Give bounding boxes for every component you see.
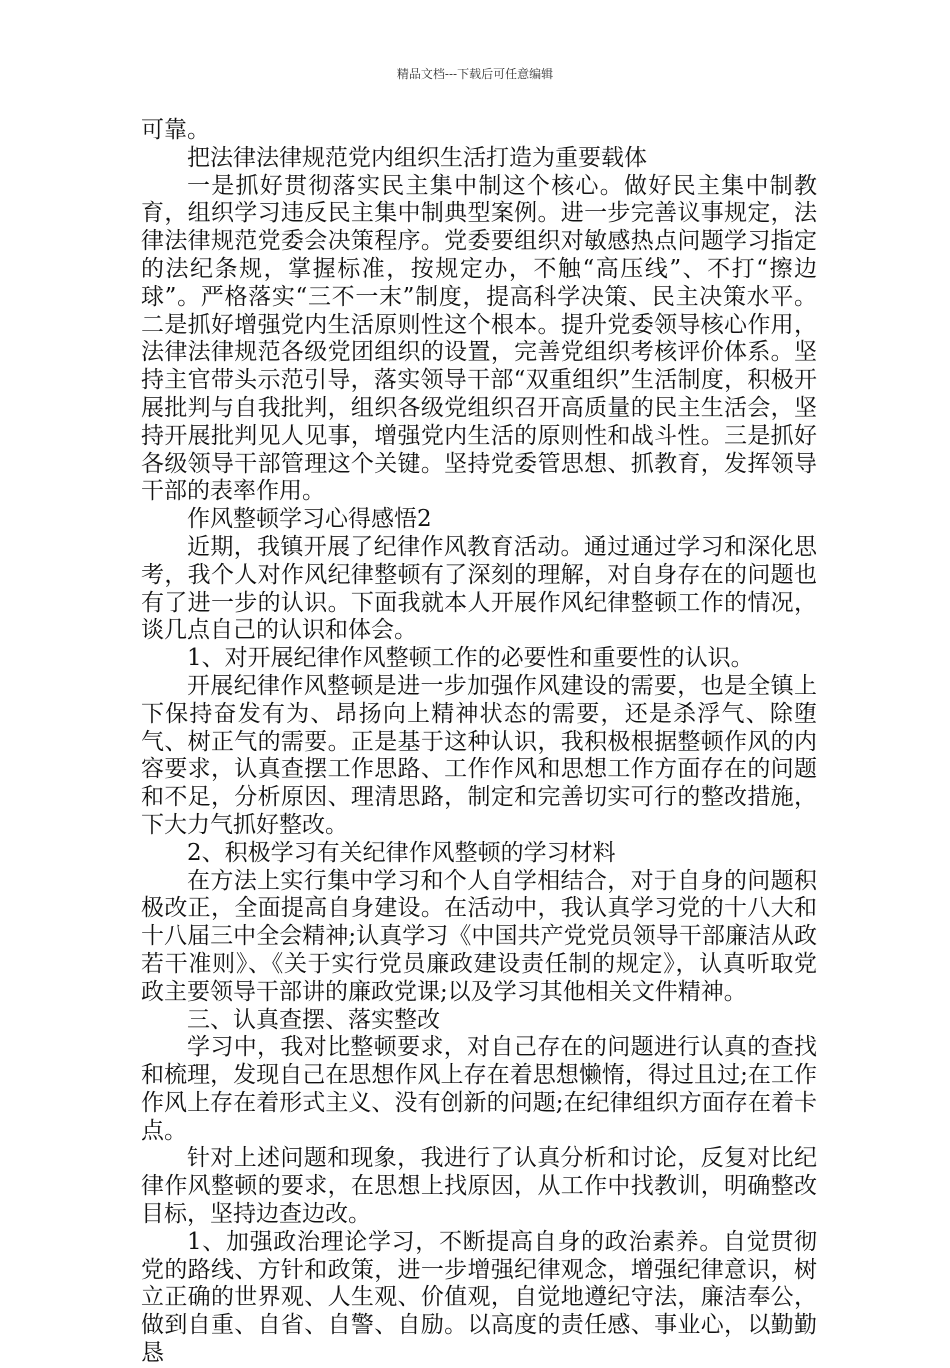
paragraph: 1、加强政治理论学习，不断提高自身的政治素养。自觉贯彻党的路线、方针和政策，进一步增强纪律观念，增强纪律意识，树立正确的世界观、人生观、价值观，自觉地遵纪守法，廉洁奉公，做到自重、自省、自警、自励。以高度的责任感、事业心，以勤勤恳 — [141, 1228, 817, 1367]
section-heading: 三、认真查摆、落实整改 — [187, 1006, 440, 1033]
page-header: 精品文档---下载后可任意编辑 — [396, 67, 554, 81]
paragraph: 一是抓好贯彻落实民主集中制这个核心。做好民主集中制教育，组织学习违反民主集中制典型案例。进一步完善议事规定，法律法律规范党委会决策程序。党委要组织对敏感热点问题学习指定的法纪条规，掌握标准，按规定办，不触“高压线”、不打“擦边球”。严格落实“三不一末”制度，提高科学决策、民主决策水平。二是抓好增强党内生活原则性这个根本。提升党委领导核心作用，法律法律规范各级党团组织的设置，完善党组织考核评价体系。坚持主官带头示范引导，落实领导干部“双重组织”生活制度，积极开展批判与自我批判，组织各级党组织召开高质量的民主生活会，坚持开展批判见人见事，增强党内生活的原则性和战斗性。三是抓好各级领导干部管理这个关键。坚持党委管思想、抓教育，发挥领导干部的表率作用。 — [141, 172, 817, 505]
paragraph: 可靠。 — [141, 117, 210, 143]
section-heading: 把法律法律规范党内组织生活打造为重要载体 — [187, 144, 647, 171]
paragraph: 在方法上实行集中学习和个人自学相结合，对于自身的问题积极改正，全面提高自身建设。在活动中，我认真学习党的十八大和十八届三中全会精神;认真学习《中国共产党党员领导干部廉洁从政若干准则》、《关于实行党员廉政建设责任制的规定》，认真听取党政主要领导干部讲的廉政党课;以及学习其他相关文件精神。 — [141, 867, 817, 1005]
paragraph: 近期，我镇开展了纪律作风教育活动。通过通过学习和深化思考，我个人对作风纪律整顿有了深刻的理解，对自身存在的问题也有了进一步的认识。下面我就本人开展作风纪律整顿工作的情况，谈几点自己的认识和体会。 — [141, 533, 817, 644]
document-body — [141, 117, 817, 1368]
article-title: 作风整顿学习心得感悟2 — [187, 506, 432, 533]
paragraph: 开展纪律作风整顿是进一步加强作风建设的需要，也是全镇上下保持奋发有为、昂扬向上精神状态的需要，还是杀浮气、除堕气、树正气的需要。正是基于这种认识，我积极根据整顿作风的内容要求，认真查摆工作思路、工作作风和思想工作方面存在的问题和不足，分析原因、理清思路，制定和完善切实可行的整改措施，下大力气抓好整改。 — [141, 672, 817, 838]
section-heading: 2、积极学习有关纪律作风整顿的学习材料 — [187, 839, 616, 866]
paragraph: 学习中，我对比整顿要求，对自己存在的问题进行认真的查找和梳理，发现自己在思想作风上存在着思想懒惰，得过且过;在工作作风上存在着形式主义、没有创新的问题;在纪律组织方面存在着卡点。 — [141, 1034, 817, 1144]
section-heading: 1、对开展纪律作风整顿工作的必要性和重要性的认识。 — [187, 645, 754, 672]
paragraph: 针对上述问题和现象，我进行了认真分析和讨论，反复对比纪律作风整顿的要求，在思想上找原因，从工作中找教训，明确整改目标，坚持边查边改。 — [141, 1145, 817, 1228]
